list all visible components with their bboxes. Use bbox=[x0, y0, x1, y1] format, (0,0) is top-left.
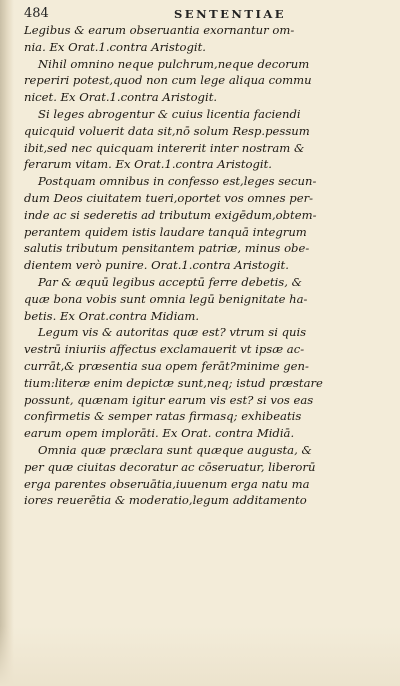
text-line: tium:literæ enim depictæ sunt,neq; istud præstare bbox=[24, 375, 323, 390]
text-block bbox=[24, 22, 394, 509]
text-line: possunt, quænam igitur earum vis est? si vos eas bbox=[24, 392, 314, 407]
text-line: Par & æquū legibus acceptū ferre debetis, & bbox=[38, 274, 302, 289]
text-line: Nihil omnino neque pulchrum,neque decorum bbox=[38, 56, 310, 71]
text-line: currāt,& præsentia sua opem ferāt?minime gen- bbox=[24, 358, 309, 373]
text-line: ibit,sed nec quicquam intererit inter nostram & bbox=[24, 140, 305, 155]
text-line: Postquam omnibus in confesso est,leges secun- bbox=[38, 174, 317, 189]
page-number: 484 bbox=[24, 6, 49, 21]
text-line: ferarum vitam. Ex Orat.1.contra Aristogit. bbox=[24, 157, 272, 172]
text-line: salutis tributum pensitantem patriæ, minus obe- bbox=[24, 241, 310, 256]
text-line: dientem verò punire. Orat.1.contra Aristogit. bbox=[24, 258, 289, 273]
text-line: nicet. Ex Orat.1.contra Aristogit. bbox=[24, 90, 218, 105]
text-line: earum opem implorāti. Ex Orat. contra Midiā. bbox=[24, 426, 295, 441]
text-line: Legibus & earum obseruantia exornantur om- bbox=[24, 23, 295, 37]
text-line: dum Deos ciuitatem tueri,oportet vos omnes per- bbox=[24, 190, 314, 205]
text-line: erga parentes obseruātia,iuuenum erga natu ma bbox=[24, 476, 310, 491]
text-line: betis. Ex Orat.contra Midiam. bbox=[24, 308, 199, 323]
text-line: perantem quidem istis laudare tanquā integrum bbox=[24, 224, 307, 239]
page-header bbox=[24, 6, 390, 22]
text-line: quicquid voluerit data sit,nō solum Resp.pessum bbox=[24, 123, 310, 138]
text-line: reperiri potest,quod non cum lege aliqua commu bbox=[24, 73, 312, 88]
text-line: Si leges abrogentur & cuius licentia faciendi bbox=[38, 106, 301, 121]
text-line: confirmetis & semper ratas firmasq; exhibeatis bbox=[24, 409, 302, 424]
running-head: SENTENTIAE bbox=[174, 7, 287, 21]
text-line: per quæ ciuitas decoratur ac cōseruatur, liberorū bbox=[24, 459, 316, 474]
text-line: nia. Ex Orat.1.contra Aristogit. bbox=[24, 39, 206, 54]
text-line: iores reuerētia & moderatio,legum additamento bbox=[24, 493, 307, 508]
text-line: quæ bona vobis sunt omnia legū benignitate ha- bbox=[24, 291, 308, 306]
text-line: Omnia quæ præclara sunt quæque augusta, & bbox=[38, 442, 312, 457]
text-line: Legum vis & autoritas quæ est? vtrum si quis bbox=[38, 325, 307, 340]
text-line: vestrū iniuriis affectus exclamauerit vt ipsæ ac- bbox=[24, 342, 305, 357]
text-line: inde ac si sederetis ad tributum exigēdum,obtem- bbox=[24, 207, 317, 222]
